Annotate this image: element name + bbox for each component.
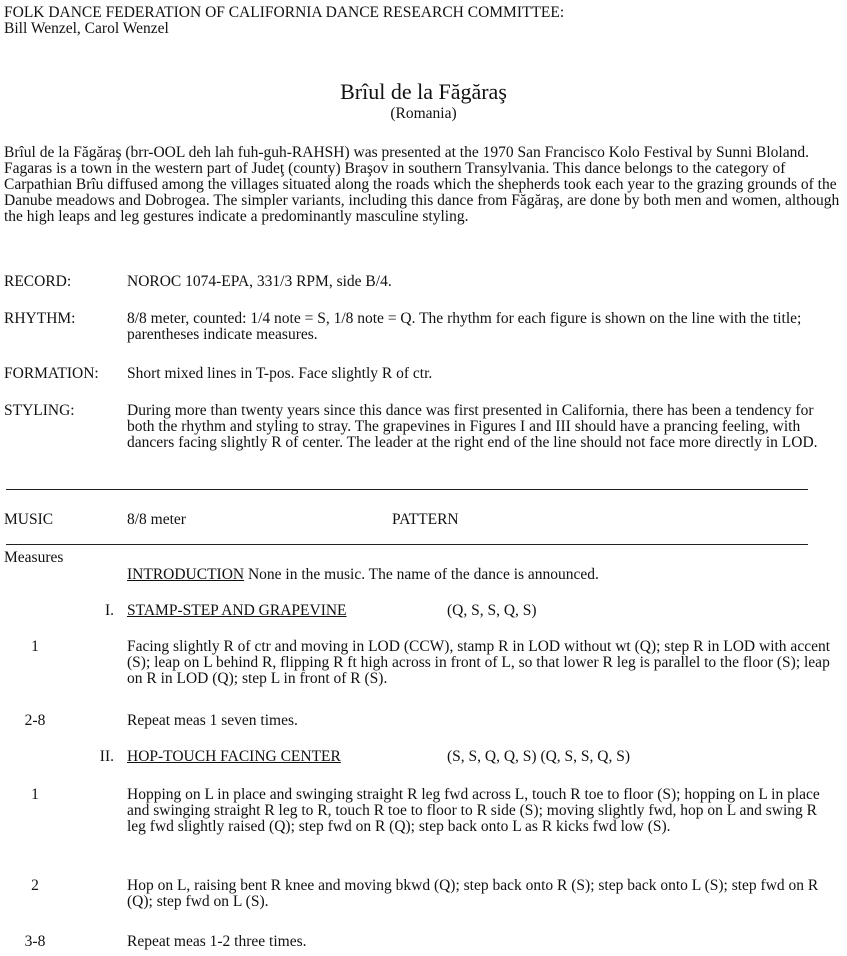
- formation-label: FORMATION:: [4, 365, 99, 382]
- styling-label: STYLING:: [4, 402, 75, 419]
- figure-1-step: Facing slightly R of ctr and moving in LOD (CCW), stamp R in LOD without wt (Q); step R in LOD with accent (S); leap on L behind R, flipping R ft high across in front of L, so that lower R leg is parallel to the floor (S); leap on R in LOD (Q); step L in front of R (S).: [127, 638, 831, 687]
- figure-1-measure: 2-8: [24, 712, 46, 729]
- figure-1-title: STAMP-STEP AND GRAPEVINE: [127, 602, 347, 619]
- figure-2-rhythm: (S, S, Q, Q, S) (Q, S, S, Q, S): [447, 748, 631, 765]
- figure-2-number: II.: [99, 748, 114, 765]
- rhythm-value: 8/8 meter, counted: 1/4 note = S, 1/8 note = Q. The rhythm for each figure is shown on the line with the title; parentheses indicate measures.: [127, 310, 802, 343]
- figure-1-rhythm: (Q, S, S, Q, S): [447, 602, 537, 619]
- pattern-header: PATTERN: [392, 511, 459, 528]
- introduction-text: None in the music. The name of the dance is announced.: [247, 566, 599, 583]
- divider-bottom: [6, 544, 808, 545]
- figure-2-step: Hop on L, raising bent R knee and moving bkwd (Q); step back onto R (S); step back onto L (S); step fwd on R (Q); step fwd on L (S).: [127, 877, 819, 910]
- formation-value: Short mixed lines in T-pos. Face slightly R of ctr.: [127, 365, 433, 382]
- dance-title: Brîul de la Făgăraş: [340, 79, 507, 104]
- header-authors: Bill Wenzel, Carol Wenzel: [4, 20, 169, 37]
- measures-label: Measures: [4, 549, 64, 566]
- introduction-title: INTRODUCTION: [127, 566, 245, 583]
- record-label: RECORD:: [4, 273, 72, 290]
- figure-1-number: I.: [104, 602, 114, 619]
- record-value: NOROC 1074-EPA, 331/3 RPM, side B/4.: [127, 273, 392, 290]
- figure-2-measure: 3-8: [24, 933, 46, 950]
- styling-value: During more than twenty years since this dance was first presented in California, there has been a tendency for both the rhythm and styling to stray. The grapevines in Figures I and III should have a prancing feeling, with dancers facing slightly R of center. The leader at the right end of the line should not face more directly in LOD.: [127, 402, 818, 451]
- document-header: [4, 5, 564, 37]
- figure-2-measure: 1: [31, 786, 39, 803]
- dance-origin: (Romania): [390, 105, 457, 122]
- rhythm-label: RHYTHM:: [4, 310, 76, 327]
- figure-2-step: Hopping on L in place and swinging straight R leg fwd across L, touch R toe to floor (S); hopping on L in place and swinging straight R leg to R, touch R toe to floor to R side (S); moving slightly fwd, hop on L and swing R leg fwd slightly raised (Q); step fwd on R (Q); step back onto L as R kicks fwd low (S).: [127, 786, 820, 835]
- header-committee: FOLK DANCE FEDERATION OF CALIFORNIA DANCE RESEARCH COMMITTEE:: [4, 4, 565, 21]
- music-header: MUSIC: [4, 511, 54, 528]
- intro-paragraph: Brîul de la Făgăraş (brr-OOL deh lah fuh-guh-RAHSH) was presented at the 1970 San Francisco Kolo Festival by Sunni Bloland. Fagaras is a town in the western part of Judeţ (county) Braşov in southern Transylvania. This dance belongs to the category of Carpathian Brîu diffused among the villages situated along the roads which the shepherds took each year to the grazing grounds of the Danube meadows and Dobrogea. The simpler variants, including this dance from Făgăraş, are done by both men and women, although the high leaps and leg gestures indicate a predominantly masculine styling.: [4, 144, 840, 225]
- figure-1-measure: 1: [31, 638, 39, 655]
- figure-2-title: HOP-TOUCH FACING CENTER: [127, 748, 341, 765]
- divider-top: [6, 489, 808, 490]
- meter-header: 8/8 meter: [127, 511, 186, 528]
- figure-2-step: Repeat meas 1-2 three times.: [127, 933, 307, 950]
- figure-1-step: Repeat meas 1 seven times.: [127, 712, 298, 729]
- figure-2-measure: 2: [31, 877, 39, 894]
- introduction-line: [127, 567, 599, 583]
